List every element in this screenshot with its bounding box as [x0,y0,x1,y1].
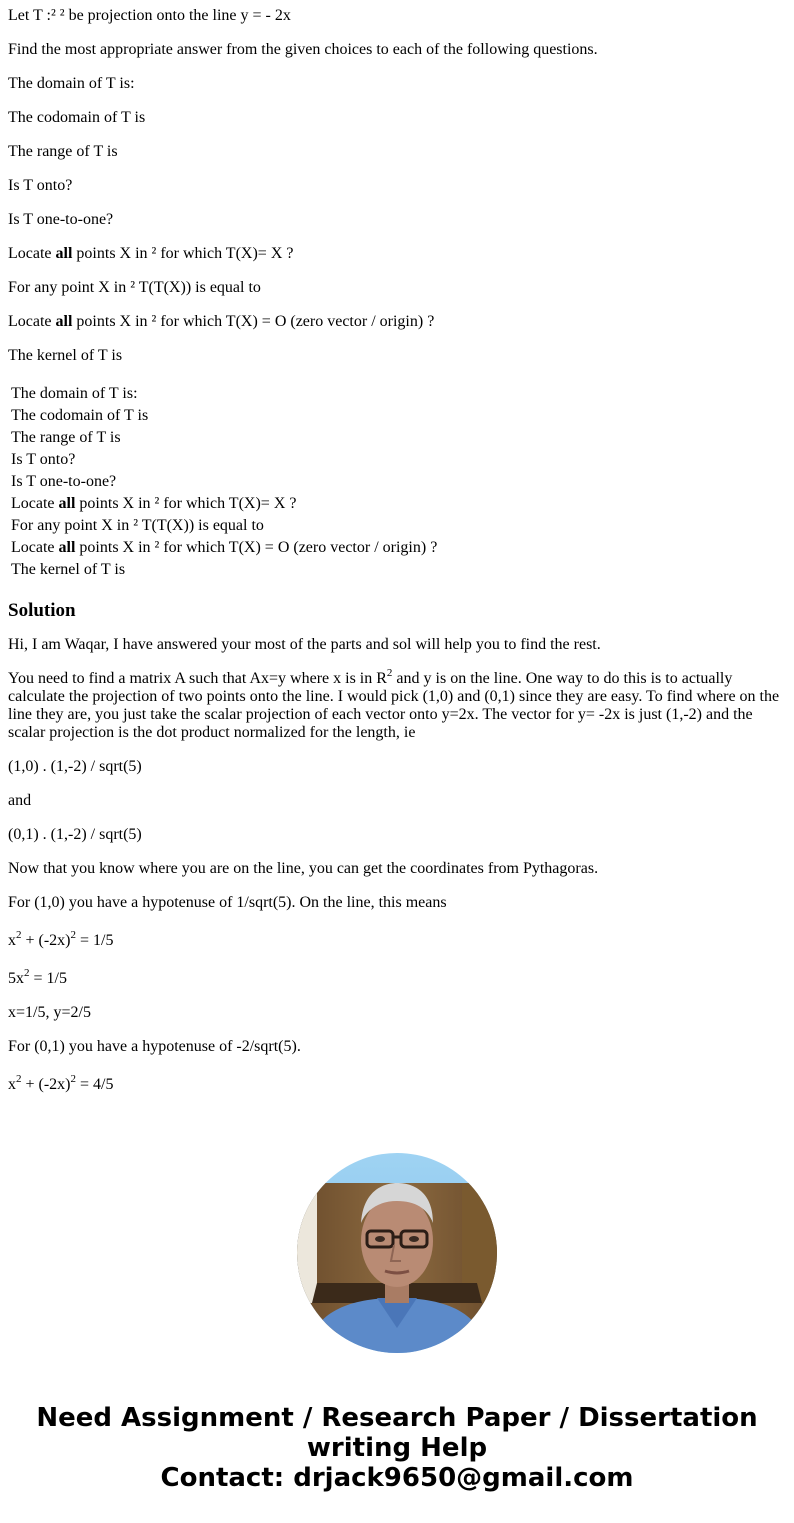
cell-text-post: points X in ² for which T(X)= X ? [75,495,297,512]
solution-paragraph: For (0,1) you have a hypotenuse of -2/sqrt(5). [8,1038,301,1055]
question-item [8,313,786,331]
item-text-pre: Locate [8,245,56,262]
solution-heading: Solution [8,600,76,621]
solution-paragraph [8,666,786,742]
solution-body [8,636,786,1094]
text-run: = 4/5 [76,1076,114,1093]
text-run: + (-2x) [21,1076,71,1093]
question-item: Is T onto? [8,177,73,194]
question-item: The range of T is [8,143,118,160]
table-cell [10,538,438,558]
superscript: 2 [70,1072,77,1085]
solution-paragraph: Now that you know where you are on the line, you can get the coordinates from Pythagoras. [8,860,599,877]
cell-text-bold: all [58,495,76,512]
table-cell: For any point X in ² T(T(X)) is equal to [11,517,264,534]
intro-codomain-text: ² be projection onto the line y = - 2x [59,7,291,24]
author-portrait [297,1153,497,1353]
table-cell [10,494,438,514]
solution-paragraph: and [8,792,32,809]
cell-text-bold: all [58,539,76,556]
table-row [10,450,438,470]
table-cell: The range of T is [11,429,121,446]
solution-paragraph: Hi, I am Waqar, I have answered your most of the parts and sol will help you to find the rest. [8,636,601,653]
table-row [10,516,438,536]
solution-paragraph: For (1,0) you have a hypotenuse of 1/sqrt(5). On the line, this means [8,894,447,911]
item-text-bold: all [55,313,73,330]
item-text-pre: Locate [8,313,56,330]
table-row [10,406,438,426]
equation: x=1/5, y=2/5 [8,1004,91,1021]
text-run: You need to find a matrix A such that Ax=y where x is in R [8,670,387,687]
promo-contact: Contact: drjack9650@gmail.com [160,1463,634,1493]
superscript: 2 [70,928,77,941]
solution-paragraph: (0,1) . (1,-2) / sqrt(5) [8,826,142,843]
equation [8,1072,786,1094]
cell-text-pre: Locate [11,539,59,556]
table-row [10,538,438,558]
table-cell: Is T onto? [11,451,76,468]
text-run: 5x [8,970,24,987]
item-text-post: points X in ² for which T(X) = O (zero vector / origin) ? [72,313,435,330]
text-run: = 1/5 [76,932,114,949]
table-row [10,384,438,404]
promo-banner [0,1403,794,1493]
intro-domain-symbol: ² [50,7,60,24]
cell-text-pre: Locate [11,495,59,512]
author-avatar [297,1153,497,1353]
page-content [8,0,786,1110]
intro-prefix: Let T : [8,7,51,24]
equation [8,966,786,988]
superscript: 2 [16,928,22,941]
question-item: Is T one-to-one? [8,211,114,228]
question-item [8,245,786,263]
table-cell: Is T one-to-one? [11,473,117,490]
superscript: 2 [386,666,393,679]
table-cell: The domain of T is: [11,385,138,402]
text-run: + (-2x) [21,932,71,949]
superscript: 2 [16,1072,22,1085]
question-item: The domain of T is: [8,75,135,92]
item-text-post: points X in ² for which T(X)= X ? [72,245,294,262]
table-row [10,494,438,514]
promo-line: Need Assignment / Research Paper / Dissertation [36,1403,758,1433]
cell-text-post: points X in ² for which T(X) = O (zero vector / origin) ? [75,539,438,556]
text-run: = 1/5 [29,970,67,987]
question-item: The kernel of T is [8,347,123,364]
item-text-bold: all [55,245,73,262]
text-run: and y is on the line. One way to do this is to actually calculate the projection of two points onto the line. I would pick (1,0) and (0,1) since they are easy. To find where on the line they are, you just take the scalar projection of each vector onto y=2x. The vector for y= -2x is just (1,-2) and the scalar projection is the dot product normalized for the length, ie [8,670,780,741]
equation [8,928,786,950]
solution-paragraph: (1,0) . (1,-2) / sqrt(5) [8,758,142,775]
question-item: For any point X in ² T(T(X)) is equal to [8,279,261,296]
table-row [10,428,438,448]
question-table [8,382,440,582]
question-instruction: Find the most appropriate answer from the given choices to each of the following questions. [8,41,598,58]
question-intro [8,7,786,25]
promo-line: writing Help [306,1433,488,1463]
question-item: The codomain of T is [8,109,146,126]
table-cell: The codomain of T is [11,407,149,424]
text-run: x [8,1076,16,1093]
table-row [10,560,438,580]
table-row [10,472,438,492]
text-run: x [8,932,16,949]
table-cell: The kernel of T is [11,561,126,578]
superscript: 2 [24,966,30,979]
